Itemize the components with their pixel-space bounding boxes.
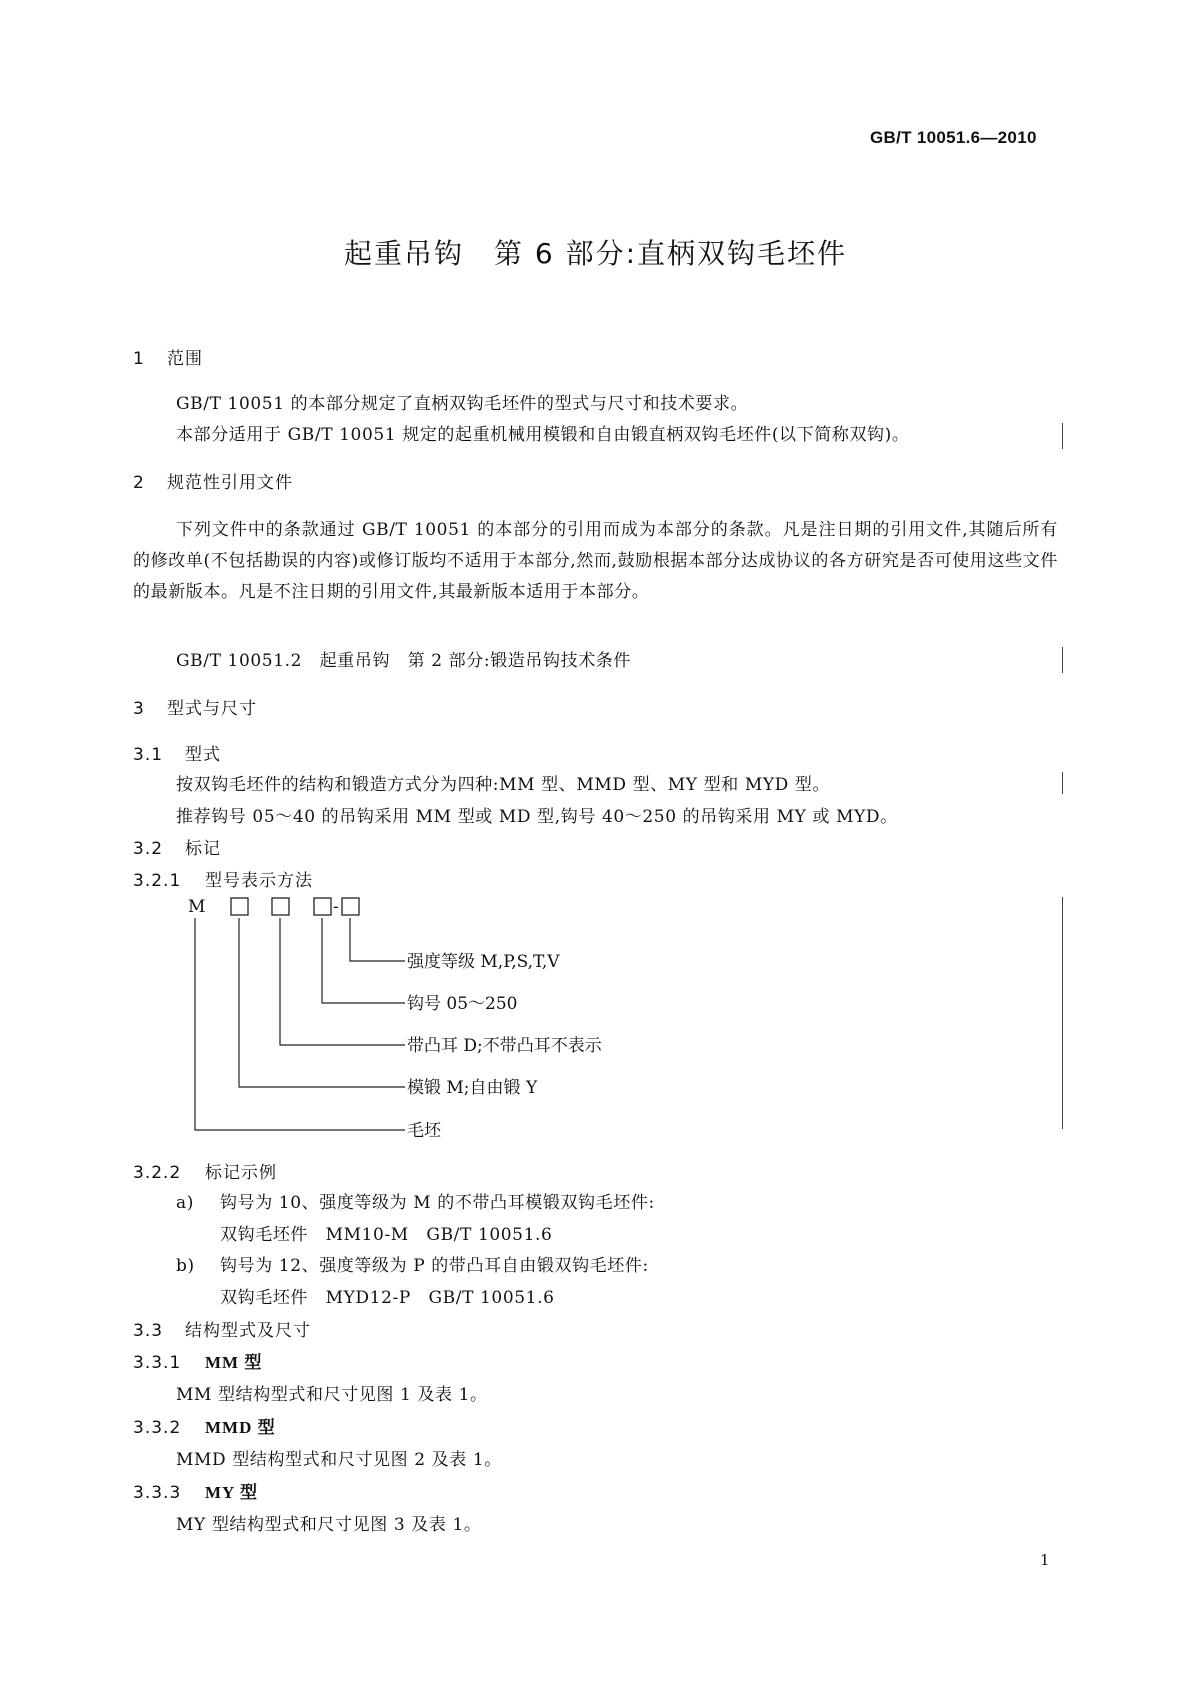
diagram-box-2 (272, 898, 289, 915)
standard-code: GB/T 10051.6—2010 (870, 128, 1037, 147)
example-b-label: b) (176, 1256, 195, 1276)
mm-type-paragraph: MM 型结构型式和尺寸见图 1 及表 1。 (176, 1385, 488, 1405)
page-number: 1 (1040, 1551, 1050, 1569)
section-title: 范围 (167, 349, 203, 369)
type-paragraph-1: 按双钩毛坯件的结构和锻造方式分为四种:MM 型、MMD 型、MY 型和 MYD 型。 (176, 775, 831, 795)
revision-mark (1062, 897, 1063, 1129)
scope-paragraph-2: 本部分适用于 GB/T 10051 规定的起重机械用模锻和自由锻直柄双钩毛坯件(以下简称双钩)。 (176, 425, 910, 445)
section-number: 3 (133, 699, 145, 719)
diagram-box-1 (231, 898, 248, 915)
mmd-type-paragraph: MMD 型结构型式和尺寸见图 2 及表 1。 (176, 1450, 502, 1470)
section-title: 型式 (185, 745, 221, 765)
section-title: MY 型 (205, 1483, 258, 1502)
section-number: 3.2.1 (133, 871, 182, 891)
section-number: 3.2.2 (133, 1163, 182, 1183)
diagram-label-lug: 带凸耳 D;不带凸耳不表示 (407, 1036, 602, 1056)
section-3-3-2-heading (133, 1413, 276, 1438)
diagram-box-3 (314, 898, 331, 915)
example-a-marking: 双钩毛坯件 MM10-M GB/T 10051.6 (220, 1225, 553, 1245)
reference-item: GB/T 10051.2 起重吊钩 第 2 部分:锻造吊钩技术条件 (176, 651, 631, 671)
leader-line-3 (280, 918, 405, 1045)
section-number: 1 (133, 349, 145, 369)
section-title: 型号表示方法 (205, 871, 313, 891)
section-3-3-heading (133, 1316, 311, 1341)
section-3-2-2-heading (133, 1158, 277, 1183)
revision-mark (1062, 423, 1063, 449)
section-title: 标记 (185, 839, 221, 859)
section-title: 型式与尺寸 (167, 699, 257, 719)
diagram-label-blank: 毛坯 (407, 1121, 441, 1141)
revision-mark (1062, 772, 1063, 794)
section-title: 标记示例 (205, 1163, 277, 1183)
normative-references-paragraph: 下列文件中的条款通过 GB/T 10051 的本部分的引用而成为本部分的条款。凡是注日期的引用文件,其随后所有的修改单(不包括勘误的内容)或修订版均不适用于本部分,然而,鼓励根据本部分达成协议的各方研究是否可使用这些文件的最新版本。凡是不注日期的引用文件,其最新版本适用于本部分。 (133, 520, 1058, 602)
example-b-marking: 双钩毛坯件 MYD12-P GB/T 10051.6 (220, 1288, 555, 1308)
diagram-label-forging-method: 模锻 M;自由锻 Y (407, 1078, 538, 1098)
my-type-paragraph: MY 型结构型式和尺寸见图 3 及表 1。 (176, 1515, 482, 1535)
diagram-prefix: M (188, 897, 206, 917)
section-number: 3.2 (133, 839, 164, 859)
section-number: 3.3 (133, 1321, 164, 1341)
section-number: 3.3.2 (133, 1418, 182, 1438)
example-b (176, 1251, 649, 1276)
section-3-3-3-heading (133, 1478, 258, 1503)
document-title: 起重吊钩 第 6 部分:直柄双钩毛坯件 (343, 237, 848, 270)
diagram-box-4 (342, 898, 359, 915)
section-3-3-1-heading (133, 1348, 262, 1373)
example-b-text: 钩号为 12、强度等级为 P 的带凸耳自由锻双钩毛坯件: (220, 1256, 649, 1276)
revision-mark (1062, 647, 1063, 673)
example-a-label: a) (176, 1193, 194, 1213)
section-title: MM 型 (205, 1353, 263, 1372)
section-number: 3.1 (133, 745, 164, 765)
section-number: 3.3.3 (133, 1483, 182, 1503)
type-paragraph-2: 推荐钩号 05～40 的吊钩采用 MM 型或 MD 型,钩号 40～250 的吊钩采用 MY 或 MYD。 (176, 807, 898, 827)
section-title: 规范性引用文件 (167, 473, 293, 493)
scope-paragraph-1: GB/T 10051 的本部分规定了直柄双钩毛坯件的型式与尺寸和技术要求。 (176, 394, 749, 414)
section-title: 结构型式及尺寸 (185, 1321, 311, 1341)
diagram-label-hook-number: 钩号 05～250 (407, 994, 518, 1014)
leader-line-5 (195, 918, 405, 1130)
section-number: 2 (133, 473, 145, 493)
leader-line-1 (350, 918, 405, 961)
diagram-separator: - (333, 897, 339, 917)
section-number: 3.3.1 (133, 1353, 182, 1373)
diagram-label-strength-grade: 强度等级 M,P,S,T,V (407, 952, 560, 972)
example-a (176, 1188, 655, 1213)
section-title: MMD 型 (205, 1418, 276, 1437)
example-a-text: 钩号为 10、强度等级为 M 的不带凸耳模锻双钩毛坯件: (220, 1193, 655, 1213)
